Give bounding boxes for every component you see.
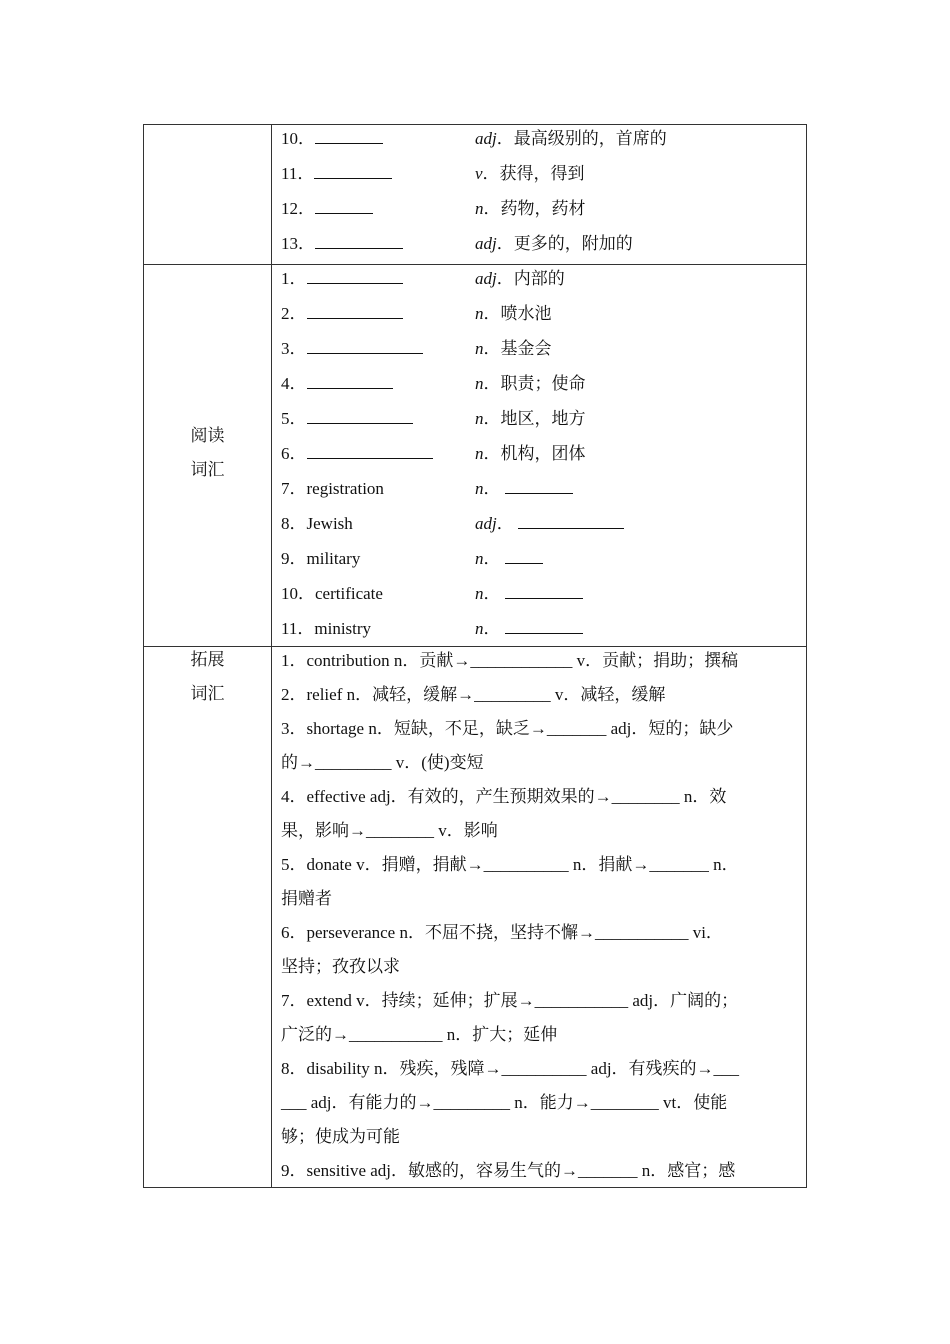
meaning-text: ． (483, 549, 501, 568)
item-number: 10． (281, 129, 315, 148)
answer-blank (307, 265, 403, 284)
category-line: 词汇 (190, 684, 225, 703)
vocab-meaning (475, 405, 586, 433)
answer-blank (315, 230, 403, 249)
meaning-text: ．机构，团体 (483, 444, 586, 463)
item-number: 1． (281, 269, 307, 288)
vocab-row (281, 440, 586, 475)
vocab-row (281, 160, 585, 195)
answer-blank (314, 160, 392, 179)
extended-vocab-line: 6．perseverance n．不屈不挠，坚持不懈→___________ vi． (281, 923, 723, 942)
extended-vocab-line: ___ adj．有能力的→_________ n．能力→________ vt．使能 (281, 1093, 728, 1112)
answer-blank (315, 195, 373, 214)
vocab-row (281, 125, 667, 160)
part-of-speech: n (475, 479, 484, 498)
item-number: 8． (281, 514, 307, 533)
item-number: 7． (281, 479, 307, 498)
answer-blank (505, 545, 543, 564)
answer-blank (315, 125, 383, 144)
vocab-row (281, 265, 565, 300)
vocab-meaning (475, 230, 633, 258)
item-number: 6． (281, 444, 307, 463)
answer-blank (505, 475, 573, 494)
item-number: 5． (281, 409, 307, 428)
part-of-speech: adj (475, 129, 497, 148)
part-of-speech: n (475, 619, 484, 638)
part-of-speech: n (475, 374, 484, 393)
vocab-meaning (475, 335, 552, 363)
vocab-row (281, 335, 552, 370)
meaning-text: ．更多的，附加的 (496, 234, 633, 253)
extended-vocab-line: 1．contribution n．贡献→____________ v．贡献；捐助；撰稿 (281, 651, 739, 670)
vocab-meaning (475, 195, 586, 223)
answer-blank (307, 370, 393, 389)
item-number: 12． (281, 199, 315, 218)
item-number: 11． (281, 619, 315, 638)
meaning-text: ．最高级别的，首席的 (496, 129, 667, 148)
item-number: 13． (281, 234, 315, 253)
answer-blank (518, 510, 624, 529)
vocab-meaning (475, 265, 565, 293)
vocab-row (281, 300, 552, 335)
meaning-text: ．基金会 (483, 339, 552, 358)
vocab-meaning (475, 545, 543, 573)
part-of-speech: n (475, 304, 484, 323)
vocab-row (281, 475, 501, 510)
part-of-speech: adj (475, 514, 497, 533)
answer-blank (505, 615, 583, 634)
vocab-word: Jewish (306, 514, 353, 533)
extended-vocab-section (281, 644, 801, 1188)
item-number: 4． (281, 374, 307, 393)
answer-blank (307, 405, 413, 424)
vocab-meaning (475, 160, 585, 188)
vocab-word: registration (306, 479, 384, 498)
extended-vocab-line: 3．shortage n．短缺，不足，缺乏→_______ adj．短的；缺少 (281, 719, 734, 738)
column-divider (271, 125, 272, 1187)
category-extended-vocab (144, 643, 271, 711)
vocab-meaning (475, 370, 586, 398)
extended-vocab-line: 9．sensitive adj．敏感的，容易生气的→_______ n．感官；感 (281, 1161, 736, 1180)
vocab-row (281, 195, 586, 230)
vocab-meaning (475, 475, 573, 503)
item-number: 9． (281, 549, 307, 568)
category-line: 拓展 (190, 650, 225, 669)
category-reading-vocab (144, 419, 271, 487)
part-of-speech: adj (475, 234, 497, 253)
vocab-row (281, 230, 633, 265)
vocab-meaning (475, 615, 583, 643)
part-of-speech: n (475, 199, 484, 218)
vocab-meaning (475, 125, 667, 153)
answer-blank (505, 580, 583, 599)
meaning-text: ．地区，地方 (483, 409, 586, 428)
vocab-word: military (306, 549, 361, 568)
vocab-meaning (475, 300, 552, 328)
vocab-word: ministry (314, 619, 372, 638)
vocabulary-table (143, 124, 807, 1188)
vocab-row (281, 580, 501, 615)
extended-vocab-line: 7．extend v．持续；延伸；扩展→___________ adj．广阔的； (281, 991, 739, 1010)
item-number: 10． (281, 584, 315, 603)
extended-vocab-line: 5．donate v．捐赠，捐献→__________ n．捐献→_______ n． (281, 855, 739, 874)
extended-vocab-line: 捐赠者 (281, 889, 332, 908)
part-of-speech: adj (475, 269, 497, 288)
extended-vocab-line: 2．relief n．减轻，缓解→_________ v．减轻，缓解 (281, 685, 666, 704)
item-number: 3． (281, 339, 307, 358)
extended-vocab-line: 坚持；孜孜以求 (281, 957, 400, 976)
vocab-row (281, 370, 586, 405)
category-line: 词汇 (190, 460, 225, 479)
meaning-text: ．药物，药材 (483, 199, 586, 218)
vocab-meaning (475, 580, 583, 608)
part-of-speech: n (475, 409, 484, 428)
extended-vocab-line: 够；使成为可能 (281, 1127, 400, 1146)
vocab-row (281, 405, 586, 440)
part-of-speech: n (475, 584, 484, 603)
vocab-meaning (475, 440, 586, 468)
meaning-text: ． (496, 514, 514, 533)
meaning-text: ．喷水池 (483, 304, 552, 323)
answer-blank (307, 440, 433, 459)
meaning-text: ．内部的 (496, 269, 565, 288)
vocab-word: certificate (315, 584, 383, 603)
extended-vocab-line: 广泛的→___________ n．扩大；延伸 (281, 1025, 558, 1044)
vocab-row (281, 545, 501, 580)
meaning-text: ． (483, 584, 501, 603)
answer-blank (307, 300, 403, 319)
answer-blank (307, 335, 423, 354)
part-of-speech: v (475, 164, 483, 183)
vocab-row (281, 510, 514, 545)
extended-vocab-line: 8．disability n．残疾，残障→__________ adj．有残疾的→___ (281, 1059, 740, 1078)
item-number: 2． (281, 304, 307, 323)
category-line: 阅读 (190, 426, 225, 445)
meaning-text: ．获得，得到 (482, 164, 585, 183)
item-number: 11． (281, 164, 315, 183)
part-of-speech: n (475, 549, 484, 568)
extended-vocab-line: 的→_________ v．(使)变短 (281, 753, 484, 772)
meaning-text: ． (483, 619, 501, 638)
meaning-text: ． (483, 479, 501, 498)
part-of-speech: n (475, 339, 484, 358)
extended-vocab-line: 4．effective adj．有效的，产生预期效果的→________ n．效 (281, 787, 727, 806)
vocab-meaning (475, 510, 624, 538)
meaning-text: ．职责；使命 (483, 374, 586, 393)
extended-vocab-line: 果，影响→________ v．影响 (281, 821, 498, 840)
part-of-speech: n (475, 444, 484, 463)
